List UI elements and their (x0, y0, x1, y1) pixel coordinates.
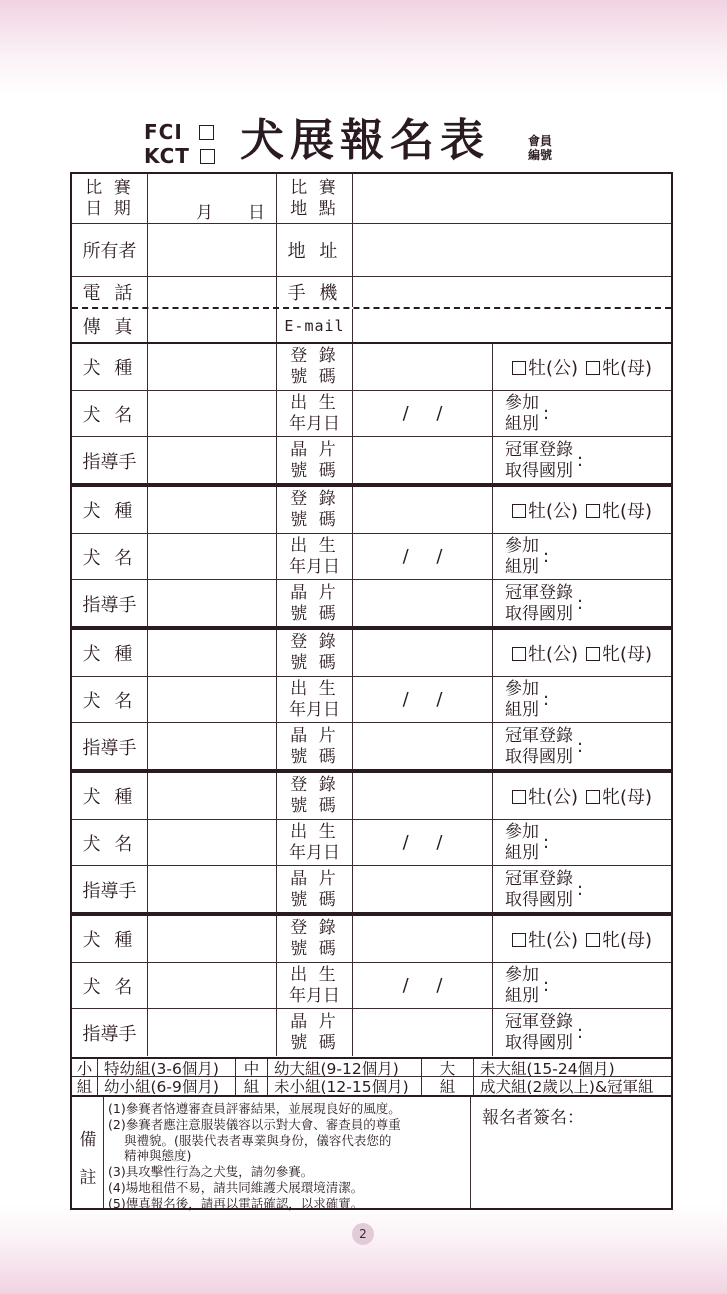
entry-class-field[interactable] (493, 820, 671, 865)
dog-handler-row (72, 580, 671, 627)
female-checkbox[interactable] (586, 361, 600, 375)
dog-name-label: 犬 名 (72, 677, 148, 722)
handler-label: 指導手 (72, 723, 148, 770)
fci-checkbox[interactable] (199, 125, 214, 140)
group-row-1 (72, 1057, 671, 1077)
female-option[interactable] (586, 926, 652, 952)
group-option-large-a[interactable]: 未大組(15-24個月) (480, 1059, 615, 1078)
birth-label-2: 年月日 (289, 413, 340, 434)
owner-field[interactable] (148, 224, 277, 276)
champion-label-1: 冠軍登錄 (505, 582, 573, 603)
male-checkbox[interactable] (512, 504, 526, 518)
registration-form (70, 172, 673, 1210)
handler-field[interactable] (148, 437, 277, 484)
entry-class-field[interactable] (493, 391, 671, 436)
chip-label-2: 號 碼 (290, 889, 339, 910)
registration-number-label (277, 487, 353, 533)
birth-date-field[interactable]: / / (353, 677, 493, 722)
female-label: 牝(母) (602, 930, 653, 951)
birth-label-2: 年月日 (289, 842, 340, 863)
registration-number-field[interactable] (353, 773, 493, 819)
female-checkbox[interactable] (586, 647, 600, 661)
breed-label: 犬 種 (72, 916, 148, 962)
dog-breed-row (72, 630, 671, 677)
chip-label-1: 晶 片 (290, 725, 339, 746)
registration-number-field[interactable] (353, 630, 493, 676)
champion-label-1: 冠軍登錄 (505, 1011, 573, 1032)
male-label: 牡(公) (527, 930, 578, 951)
entry-class-field[interactable] (493, 534, 671, 579)
dog-breed-row (72, 773, 671, 820)
large-group-label-2: 組 (422, 1077, 474, 1095)
birth-label-1: 出 生 (290, 535, 339, 556)
kct-checkbox[interactable] (200, 149, 215, 164)
birth-label-2: 年月日 (289, 985, 340, 1006)
male-label: 牡(公) (527, 358, 578, 379)
birth-label-1: 出 生 (290, 964, 339, 985)
handler-field[interactable] (148, 866, 277, 913)
female-label: 牝(母) (602, 358, 653, 379)
breed-field[interactable] (148, 916, 277, 962)
birth-date-label (277, 677, 353, 722)
registration-number-label (277, 344, 353, 390)
large-group-label-1: 大 (422, 1059, 474, 1076)
chip-number-label (277, 580, 353, 627)
class-label-1: 參加 (505, 678, 539, 699)
notes-label (72, 1097, 104, 1208)
member-number-label (528, 134, 552, 162)
birth-date-label (277, 963, 353, 1008)
signature-label: 報名者簽名： (482, 1108, 584, 1128)
registration-label-2: 號 碼 (290, 939, 339, 959)
class-label-2: 組別 (505, 842, 539, 863)
group-option-mid-a[interactable]: 幼大組(9-12個月) (268, 1059, 422, 1076)
notes-label-2: 註 (79, 1168, 97, 1188)
registration-label-2: 號 碼 (290, 510, 339, 530)
chip-number-label (277, 866, 353, 913)
breed-label: 犬 種 (72, 630, 148, 676)
birth-date-label (277, 820, 353, 865)
male-option[interactable] (512, 926, 578, 952)
female-option[interactable] (586, 640, 652, 666)
note-item: (2)參賽者應注意服裝儀容以示對大會、審查員的尊重 (108, 1116, 401, 1132)
champion-label-1: 冠軍登錄 (505, 868, 573, 889)
class-label-2: 組別 (505, 699, 539, 720)
fci-option[interactable] (144, 122, 214, 142)
note-item: 與禮貌。(服裝代表者專業與身份，儀容代表您的 (124, 1132, 392, 1148)
class-label-2: 組別 (505, 985, 539, 1006)
phone-field[interactable] (148, 277, 277, 307)
address-field[interactable] (353, 224, 671, 276)
dog-name-row (72, 534, 671, 580)
fci-label: FCI (144, 120, 183, 144)
class-label-2: 組別 (505, 556, 539, 577)
registration-label-1: 登 錄 (290, 775, 339, 795)
note-item: (4)場地租借不易，請共同維護犬展環境清潔。 (108, 1179, 364, 1195)
female-checkbox[interactable] (586, 790, 600, 804)
male-checkbox[interactable] (512, 933, 526, 947)
sex-options (493, 630, 671, 676)
dog-name-field[interactable] (148, 391, 277, 436)
handler-label: 指導手 (72, 437, 148, 484)
birth-date-field[interactable]: / / (353, 820, 493, 865)
notes-divider (470, 1097, 471, 1208)
note-item: (5)傳真報名後，請再以電話確認，以求確實。 (108, 1195, 364, 1211)
email-field[interactable] (353, 309, 671, 342)
champion-label-1: 冠軍登錄 (505, 439, 573, 460)
handler-field[interactable] (148, 580, 277, 627)
group-row-2 (72, 1077, 671, 1097)
dog-entry (72, 487, 671, 630)
champion-label-1: 冠軍登錄 (505, 725, 573, 746)
dog-name-row (72, 391, 671, 437)
address-label: 地 址 (277, 224, 353, 276)
female-label: 牝(母) (602, 787, 653, 808)
male-label: 牡(公) (527, 787, 578, 808)
female-option[interactable] (586, 354, 652, 380)
entry-class-field[interactable] (493, 677, 671, 722)
birth-label-1: 出 生 (290, 821, 339, 842)
chip-label-1: 晶 片 (290, 439, 339, 460)
breed-label: 犬 種 (72, 773, 148, 819)
event-date-label-1: 比 賽 (85, 177, 134, 198)
entry-class-field[interactable] (493, 963, 671, 1008)
note-item: (1)參賽者恪遵審查員評審結果，並展現良好的風度。 (108, 1101, 401, 1116)
birth-date-label (277, 534, 353, 579)
mobile-label: 手 機 (277, 277, 353, 307)
mid-group-label-1: 中 (236, 1059, 268, 1076)
birth-date-field[interactable]: / / (353, 391, 493, 436)
champion-label-2: 取得國別 (505, 746, 573, 767)
dog-handler-row (72, 866, 671, 913)
male-label: 牡(公) (527, 644, 578, 665)
breed-field[interactable] (148, 630, 277, 676)
event-venue-field[interactable] (353, 174, 671, 223)
member-label-line1: 會員 (528, 134, 553, 148)
dog-name-label: 犬 名 (72, 820, 148, 865)
mid-group-label-2: 組 (236, 1077, 268, 1095)
class-colon: : (543, 689, 550, 710)
fax-field[interactable] (148, 309, 277, 342)
chip-number-field[interactable] (353, 1009, 493, 1056)
champion-label-2: 取得國別 (505, 1032, 573, 1053)
dog-breed-row (72, 344, 671, 391)
class-colon: : (543, 403, 550, 424)
handler-label: 指導手 (72, 580, 148, 627)
day-label: 日 (248, 203, 265, 223)
female-checkbox[interactable] (586, 933, 600, 947)
birth-label-1: 出 生 (290, 392, 339, 413)
dog-entry (72, 630, 671, 773)
handler-field[interactable] (148, 723, 277, 770)
group-option-small-b[interactable]: 幼小組(6-9個月) (98, 1077, 236, 1095)
female-option[interactable] (586, 497, 652, 523)
registration-number-field[interactable] (353, 344, 493, 390)
sex-options (493, 487, 671, 533)
sex-options (493, 344, 671, 390)
sex-options (493, 916, 671, 962)
female-option[interactable] (586, 783, 652, 809)
dog-name-field[interactable] (148, 820, 277, 865)
page-number: 2 (352, 1223, 374, 1245)
chip-label-2: 號 碼 (290, 603, 339, 624)
breed-label: 犬 種 (72, 344, 148, 390)
dog-name-row (72, 677, 671, 723)
champion-label-2: 取得國別 (505, 460, 573, 481)
registration-label-2: 號 碼 (290, 367, 339, 387)
class-label-1: 參加 (505, 964, 539, 985)
champion-colon: : (577, 736, 584, 757)
small-group-label-2: 組 (72, 1077, 98, 1095)
page-title: 犬展報名表 (240, 115, 490, 166)
mobile-field[interactable] (353, 277, 671, 307)
member-label-line2: 編號 (528, 148, 553, 162)
male-checkbox[interactable] (512, 361, 526, 375)
class-colon: : (543, 832, 550, 853)
champion-country-field[interactable] (493, 866, 671, 913)
breed-field[interactable] (148, 344, 277, 390)
fax-row (72, 309, 671, 344)
event-date-label-2: 日 期 (85, 198, 134, 219)
registration-number-field[interactable] (353, 916, 493, 962)
small-group-label-1: 小 (72, 1059, 98, 1076)
champion-colon: : (577, 879, 584, 900)
notes-section (72, 1097, 671, 1211)
birth-date-field[interactable]: / / (353, 963, 493, 1008)
dog-name-field[interactable] (148, 677, 277, 722)
fax-label: 傳 真 (72, 309, 148, 342)
notes-list (108, 1101, 401, 1212)
male-option[interactable] (512, 497, 578, 523)
champion-country-field[interactable] (493, 723, 671, 770)
registration-label-1: 登 錄 (290, 489, 339, 509)
birth-label-2: 年月日 (289, 699, 340, 720)
note-item: (3)具攻擊性行為之犬隻，請勿參賽。 (108, 1164, 314, 1180)
chip-label-1: 晶 片 (290, 868, 339, 889)
champion-colon: : (577, 1022, 584, 1043)
email-label: E-mail (277, 309, 353, 342)
dog-entry (72, 344, 671, 487)
registration-label-2: 號 碼 (290, 796, 339, 816)
dog-name-row (72, 820, 671, 866)
registration-number-label (277, 916, 353, 962)
form-header (0, 112, 727, 168)
male-option[interactable] (512, 783, 578, 809)
champion-colon: : (577, 593, 584, 614)
birth-label-1: 出 生 (290, 678, 339, 699)
birth-date-field[interactable]: / / (353, 534, 493, 579)
registration-label-2: 號 碼 (290, 653, 339, 673)
signature-field[interactable] (472, 1127, 671, 1207)
dog-name-field[interactable] (148, 534, 277, 579)
notes-label-1: 備 (79, 1130, 97, 1150)
chip-label-2: 號 碼 (290, 1032, 339, 1053)
note-item: 精神與態度) (124, 1148, 192, 1164)
chip-label-1: 晶 片 (290, 1011, 339, 1032)
champion-country-field[interactable] (493, 580, 671, 627)
event-date-field[interactable] (148, 174, 277, 223)
class-label-2: 組別 (505, 413, 539, 434)
chip-number-field[interactable] (353, 723, 493, 770)
group-option-large-b[interactable]: 成犬組(2歲以上)&冠軍組 (480, 1078, 654, 1096)
dog-name-label: 犬 名 (72, 534, 148, 579)
handler-field[interactable] (148, 1009, 277, 1056)
champion-label-2: 取得國別 (505, 603, 573, 624)
class-label-1: 參加 (505, 392, 539, 413)
dog-breed-row (72, 916, 671, 963)
female-checkbox[interactable] (586, 504, 600, 518)
event-venue-label-2: 地 點 (290, 198, 339, 219)
handler-label: 指導手 (72, 1009, 148, 1056)
event-venue-label (277, 174, 353, 223)
event-row (72, 174, 671, 224)
chip-number-field[interactable] (353, 580, 493, 627)
registration-number-field[interactable] (353, 487, 493, 533)
class-colon: : (543, 975, 550, 996)
owner-row (72, 224, 671, 277)
breed-field[interactable] (148, 773, 277, 819)
event-date-label (72, 174, 148, 223)
kct-label: KCT (144, 144, 190, 168)
dog-handler-row (72, 437, 671, 484)
group-option-mid-b[interactable]: 未小組(12-15個月) (268, 1077, 422, 1095)
class-label-1: 參加 (505, 821, 539, 842)
sex-options (493, 773, 671, 819)
chip-number-label (277, 1009, 353, 1056)
champion-label-2: 取得國別 (505, 889, 573, 910)
breed-label: 犬 種 (72, 487, 148, 533)
registration-label-1: 登 錄 (290, 918, 339, 938)
female-label: 牝(母) (602, 501, 653, 522)
dog-name-row (72, 963, 671, 1009)
chip-number-field[interactable] (353, 437, 493, 484)
chip-label-2: 號 碼 (290, 460, 339, 481)
dog-name-field[interactable] (148, 963, 277, 1008)
group-option-small-a[interactable]: 特幼組(3-6個月) (98, 1059, 236, 1076)
chip-number-field[interactable] (353, 866, 493, 913)
kct-option[interactable] (144, 146, 215, 166)
champion-country-field[interactable] (493, 437, 671, 484)
male-checkbox[interactable] (512, 647, 526, 661)
female-label: 牝(母) (602, 644, 653, 665)
phone-label: 電 話 (72, 277, 148, 307)
breed-field[interactable] (148, 487, 277, 533)
male-option[interactable] (512, 640, 578, 666)
class-label-1: 參加 (505, 535, 539, 556)
male-checkbox[interactable] (512, 790, 526, 804)
dog-name-label: 犬 名 (72, 391, 148, 436)
dog-breed-row (72, 487, 671, 534)
registration-label-1: 登 錄 (290, 632, 339, 652)
month-label: 月 (196, 203, 213, 223)
dog-name-label: 犬 名 (72, 963, 148, 1008)
champion-country-field[interactable] (493, 1009, 671, 1056)
event-venue-label-1: 比 賽 (290, 177, 339, 198)
chip-label-1: 晶 片 (290, 582, 339, 603)
chip-label-2: 號 碼 (290, 746, 339, 767)
champion-colon: : (577, 450, 584, 471)
dog-handler-row (72, 1009, 671, 1056)
registration-label-1: 登 錄 (290, 346, 339, 366)
dog-entry (72, 916, 671, 1059)
phone-row (72, 277, 671, 309)
dog-handler-row (72, 723, 671, 770)
dog-entry (72, 773, 671, 916)
male-label: 牡(公) (527, 501, 578, 522)
chip-number-label (277, 437, 353, 484)
birth-label-2: 年月日 (289, 556, 340, 577)
handler-label: 指導手 (72, 866, 148, 913)
chip-number-label (277, 723, 353, 770)
birth-date-label (277, 391, 353, 436)
registration-number-label (277, 630, 353, 676)
class-colon: : (543, 546, 550, 567)
male-option[interactable] (512, 354, 578, 380)
registration-number-label (277, 773, 353, 819)
owner-label: 所有者 (72, 224, 148, 276)
